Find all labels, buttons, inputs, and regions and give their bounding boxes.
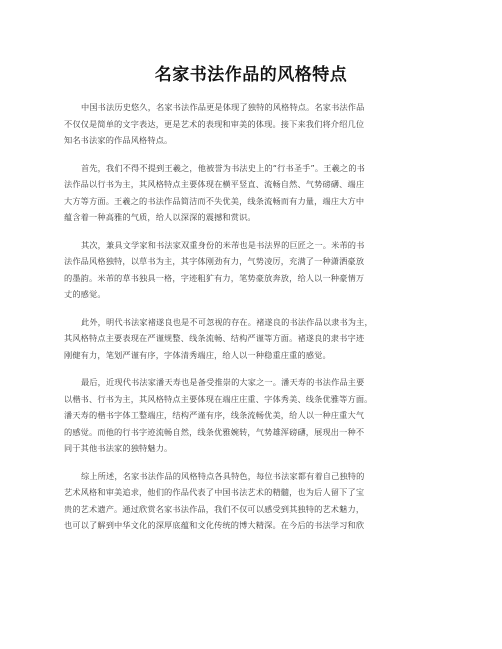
paragraph-line: 综上所述，名家书法作品的风格特点各具特色，每位书法家都有着自己独特的 [81,470,365,481]
paragraph-line: 贵的艺术遗产。通过欣赏名家书法作品，我们不仅可以感受到其独特的艺术魅力， [64,503,365,514]
paragraph-line: 刚健有力，笔划严谨有序，字体清秀端庄，给人以一种稳重庄重的感觉。 [64,349,331,360]
paragraph-line: 不仅仅是简单的文字表达，更是艺术的表现和审美的体现。接下来我们将介绍几位 [64,118,365,129]
paragraph-4 [64,314,440,364]
paragraph-line: 此外，明代书法家褚遂良也是不可忽视的存在。褚遂良的书法作品以隶书为主， [81,316,373,327]
paragraph-line: 其次，兼具文学家和书法家双重身份的米芾也是书法界的巨匠之一。米芾的书 [81,239,365,250]
paragraph-3 [64,237,440,303]
paragraph-line: 以楷书、行书为主，其风格特点主要体现在端庄庄重、字体秀美、线条优雅等方面。 [64,393,373,404]
paragraph-line: 的感觉。而他的行书字迹流畅自然，线条优雅婉转，气势雄浑磅礴，展现出一种不 [64,426,365,437]
paragraph-2 [64,160,440,226]
paragraph-line: 首先，我们不得不提到王羲之，他被誉为书法史上的“行书圣手”。王羲之的书 [81,162,365,173]
paragraph-line: 其风格特点主要表现在严谨规整、线条流畅、结构严谨等方面。褚遂良的隶书字迹 [64,333,365,343]
paragraph-1 [64,99,440,149]
paragraph-5 [64,374,440,457]
paragraph-6 [64,468,440,534]
paragraph-line: 法作品以行书为主，其风格特点主要体现在横平竖直、流畅自然、气势磅礴、端庄 [64,179,365,189]
paragraph-line: 潘天寿的楷书字体工整端庄，结构严谨有序，线条流畅优美，给人以一种庄重大气 [64,410,365,420]
paragraph-line: 蕴含着一种高雅的气质，给人以深深的震撼和赏识。 [64,212,256,222]
paragraph-line: 的墨韵。米芾的草书独具一格，字迹粗犷有力，笔势豪放奔放，给人以一种豪情万 [64,272,365,283]
paragraph-line: 同于其他书法家的独特魅力。 [64,443,173,453]
paragraph-line: 知名书法家的作品风格特点。 [64,135,173,145]
paragraph-line: 艺术风格和审美追求，他们的作品代表了中国书法艺术的精髓，也为后人留下了宝 [64,487,365,497]
paragraph-line: 也可以了解到中华文化的深厚底蕴和文化传统的博大精深。在今后的书法学习和欣 [64,520,365,530]
document-title: 名家书法作品的风格特点 [154,65,348,85]
paragraph-line: 法作品风格独特，以草书为主，其字体刚劲有力，气势凌厉，充满了一种潇洒豪放 [64,256,365,266]
paragraph-line: 中国书法历史悠久，名家书法作品更是体现了独特的风格特点。名家书法作品 [81,102,365,112]
paragraph-line: 丈的感觉。 [64,289,106,299]
paragraph-line: 最后，近现代书法家潘天寿也是备受推崇的大家之一。潘天寿的书法作品主要 [81,377,365,387]
document-body [64,99,440,545]
paragraph-line: 大方等方面。王羲之的书法作品简洁而不失优美，线条流畅而有力量，端庄大方中 [64,195,365,206]
